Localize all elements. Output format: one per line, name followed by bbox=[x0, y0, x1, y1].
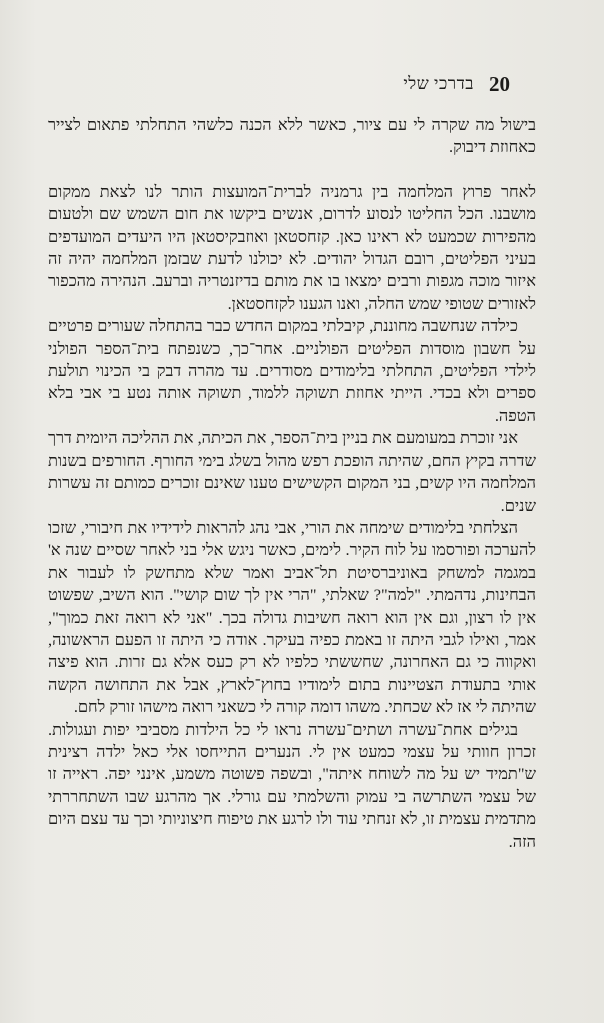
page-header bbox=[0, 70, 604, 96]
paragraph: בישול מה שקרה לי עם ציור, כאשר ללא הכנה כלשהי התחלתי פתאום לצייר כאחוזת דיבוק. bbox=[48, 115, 536, 157]
paragraph: בגילים אחת־עשרה ושתים־עשרה נראו לי כל הילדות מסביבי יפות ועגולות. זכרון חוותי על עצמי כמעט אין לי. הנערים התייחסו אלי כאל ילדה רצינית ש"תמיד יש על מה לשוחח איתה", ובשפה פשוטה משמע, אינני יפה. ראייה זו של עצמי השתרשה בי עמוק והשלמתי עם גורלי. אך מהרגע שבו השתחררתי מתדמית עצמית זו, לא זנחתי עוד ולו לרגע את טיפוח חיצוניותי וכך עד עצם היום הזה. bbox=[48, 719, 536, 851]
paragraph: לאחר פרוץ המלחמה בין גרמניה לברית־המועצות הותר לנו לצאת ממקום מושבנו. הכל החליטו לנסוע לדרום, אנשים ביקשו את חום השמש שם ולטעום מהפירות שכמעט לא ראינו כאן. קזחסטאן ואוזבקיסטאן היו היעדים המועדפים בעיני הפליטים, רובם הגדול יהודים. לא יכולנו לדעת שבזמן המלחמה יהיה זה איזור מוכה מגפות ורבים ימצאו בו את מותם בדיזנטריה וברעב. הנהירה מהכפור לאזורים שטופי שמש החלה, ואנו הגענו לקזחסטאן. bbox=[48, 181, 536, 313]
page-number: 20 bbox=[489, 72, 510, 96]
running-head: בדרכי שלי bbox=[403, 74, 474, 93]
paragraph: הצלחתי בלימודים שימחה את הורי, אבי נהג להראות לידידיו את חיבורי, שזכו להערכה ופורסמו על לוח הקיר. לימים, כאשר ניגש אלי בני לאחר שסיים שנה א' במגמה למשחק באוניברסיטת תל־אביב ואמר שלא מתחשק לו לעבור את הבחינות, נדהמתי. "למה"? שאלתי, "הרי אין לך שום קושי". הוא השיב, שפשוט אין לו רצון, וגם אין הוא רואה חשיבות גדולה בכך. "אני לא רואה זאת כמוך", אמר, ואילו לגבי היתה זו באמת כפיה בעיקר. אודה כי היתה זו הפעם הראשונה, ואקווה כי גם האחרונה, שחששתי כלפיו לא רק כעס אלא גם זרות. הוא פיצה אותי בתעודת הצטיינות בתום לימודיו בחוץ־לארץ, אבל את התחושה הקשה שהיתה לי אז לא שכחתי. משהו דומה קורה לי כשאני רואה מישהו זורק לחם. bbox=[48, 517, 536, 717]
body-text bbox=[48, 114, 536, 853]
paragraph: כילדה שנחשבה מחוננת, קיבלתי במקום החדש כבר בהתחלה שעורים פרטיים על חשבון מוסדות הפליטים הפולניים. אחר־כך, כשנפתח בית־הספר הפולני לילדי הפליטים, התחלתי בלימודים מסודרים. עד מהרה דבק בי הכינוי תולעת ספרים ולא בכדי. הייתי אחוזת תשוקה ללמוד, תשוקה אותה נטע בי אבי בלא הטפה. bbox=[48, 316, 536, 425]
paragraph: אני זוכרת במעומעם את בניין בית־הספר, את הכיתה, את ההליכה היומית דרך שדרה בקיץ החם, שהיתה הופכת רפש מהול בשלג בימי החורף. החורפים בשנות המלחמה היו קשים, בני המקום הקשישים טענו שאינם זוכרים כמותם זה עשרות שנים. bbox=[48, 428, 536, 515]
